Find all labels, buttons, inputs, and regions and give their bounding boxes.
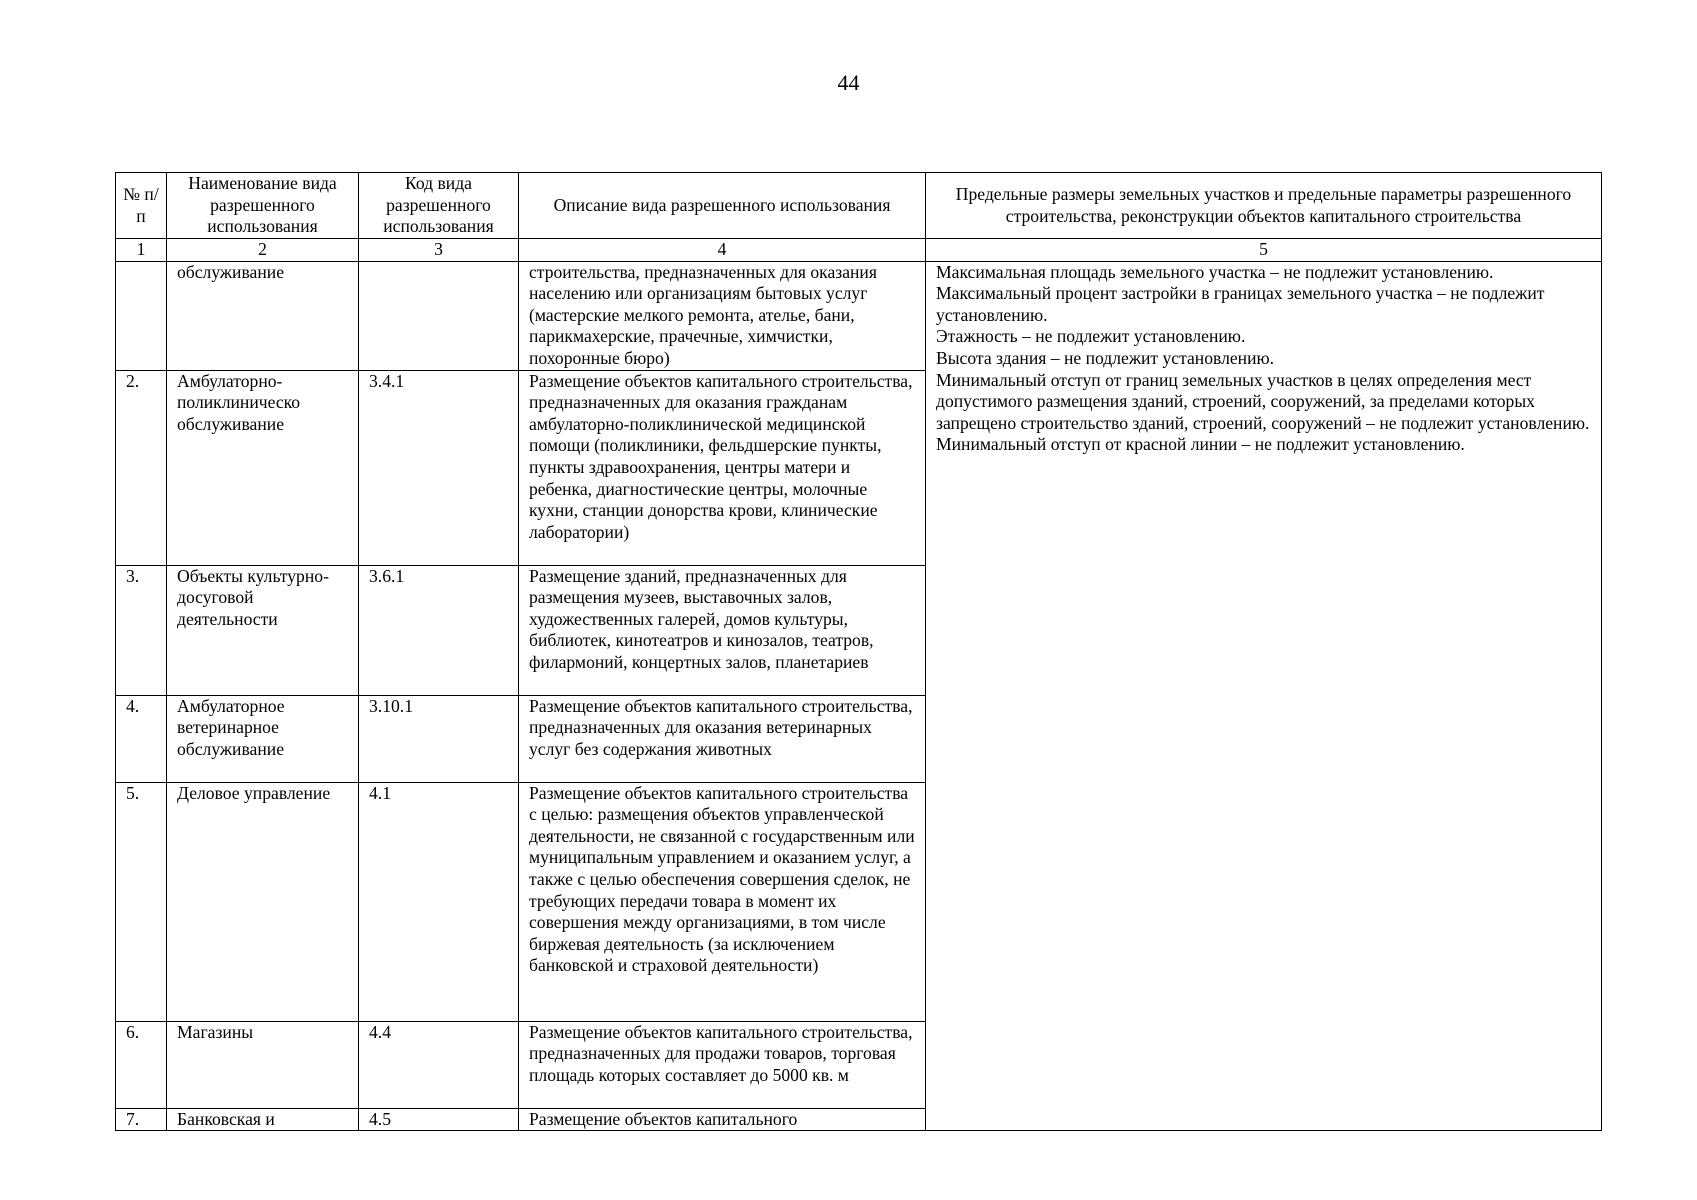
row-number: 4. xyxy=(116,695,167,782)
row-code: 4.5 xyxy=(359,1108,519,1131)
header-name: Наименование вида разрешенного использования xyxy=(167,173,359,239)
row-number: 3. xyxy=(116,565,167,695)
row-description: Размещение объектов капитального строительства, предназначенных для продажи товаров, торговая площадь которых составляет до 5000 кв. м xyxy=(519,1021,926,1108)
column-number: 3 xyxy=(359,239,519,262)
row-name: Деловое управление xyxy=(167,782,359,1021)
parameter-text: Высота здания – не подлежит установлению. xyxy=(936,347,1275,368)
header-parameters: Предельные размеры земельных участков и предельные параметры разрешенного строительства, реконструкции объектов капитального строительства xyxy=(926,173,1602,239)
row-name: Магазины xyxy=(167,1021,359,1108)
row-description: Размещение объектов капитального строительства, предназначенных для оказания ветеринарных услуг без содержания животных xyxy=(519,695,926,782)
header-description: Описание вида разрешенного использования xyxy=(519,173,926,239)
row-number: 6. xyxy=(116,1021,167,1108)
row-name: Амбулаторное ветеринарное обслуживание xyxy=(167,695,359,782)
column-number: 4 xyxy=(519,239,926,262)
land-use-table xyxy=(115,172,1602,1131)
row-code: 3.10.1 xyxy=(359,695,519,782)
row-description: Размещение объектов капитального строительства с целью: размещения объектов управленческой деятельности, не связанной с государственным или муниципальным управлением и оказанием услуг, а также с целью обеспечения совершения сделок, не требующих передачи товара в момент их совершения между организациями, в том числе биржевая деятельность (за исключением банковской и страховой деятельности) xyxy=(519,782,926,1021)
parameter-text: Максимальная площадь земельного участка – не подлежит установлению. xyxy=(936,261,1494,282)
row-number: 5. xyxy=(116,782,167,1021)
row-description: Размещение объектов капитального xyxy=(519,1108,926,1131)
row-code: 4.1 xyxy=(359,782,519,1021)
column-number: 1 xyxy=(116,239,167,262)
header-number: № п/п xyxy=(116,173,167,239)
row-name: Амбулаторно-поликлиническо обслуживание xyxy=(167,370,359,565)
column-number: 2 xyxy=(167,239,359,262)
row-description: строительства, предназначенных для оказания населению или организациям бытовых услуг (мастерские мелкого ремонта, ателье, бани, парикмахерские, прачечные, химчистки, похоронные бюро) xyxy=(519,261,926,370)
row-code: 3.6.1 xyxy=(359,565,519,695)
row-code xyxy=(359,261,519,370)
row-number: 2. xyxy=(116,370,167,565)
parameter-text: Минимальный отступ от красной линии – не подлежит установлению. xyxy=(936,434,1465,455)
row-name: Объекты культурно-досуговой деятельности xyxy=(167,565,359,695)
parameter-text: Этажность – не подлежит установлению. xyxy=(936,326,1246,347)
row-description: Размещение зданий, предназначенных для размещения музеев, выставочных залов, художественных галерей, домов культуры, библиотек, кинотеатров и кинозалов, театров, филармоний, концертных залов, планетариев xyxy=(519,565,926,695)
row-code: 3.4.1 xyxy=(359,370,519,565)
column-number-row xyxy=(116,239,1602,262)
row-code: 4.4 xyxy=(359,1021,519,1108)
parameter-text: Максимальный процент застройки в границах земельного участка – не подлежит установлению. xyxy=(936,283,1545,325)
parameters-cell xyxy=(926,261,1602,1131)
column-number: 5 xyxy=(926,239,1602,262)
row-name: обслуживание xyxy=(167,261,359,370)
header-code: Код вида разрешенного использования xyxy=(359,173,519,239)
parameter-text: Минимальный отступ от границ земельных участков в целях определения мест допустимого размещения зданий, строений, сооружений, за пределами которых запрещено строительство зданий, строений, сооружений – не подлежит установлению. xyxy=(936,369,1590,433)
row-description: Размещение объектов капитального строительства, предназначенных для оказания гражданам амбулаторно-поликлинической медицинской помощи (поликлиники, фельдшерские пункты, пункты здравоохранения, центры матери и ребенка, диагностические центры, молочные кухни, станции донорства крови, клинические лаборатории) xyxy=(519,370,926,565)
row-number xyxy=(116,261,167,370)
row-number: 7. xyxy=(116,1108,167,1131)
row-name: Банковская и xyxy=(167,1108,359,1131)
table-row xyxy=(116,261,1602,370)
page-number: 44 xyxy=(837,70,860,95)
header-row xyxy=(116,173,1602,239)
